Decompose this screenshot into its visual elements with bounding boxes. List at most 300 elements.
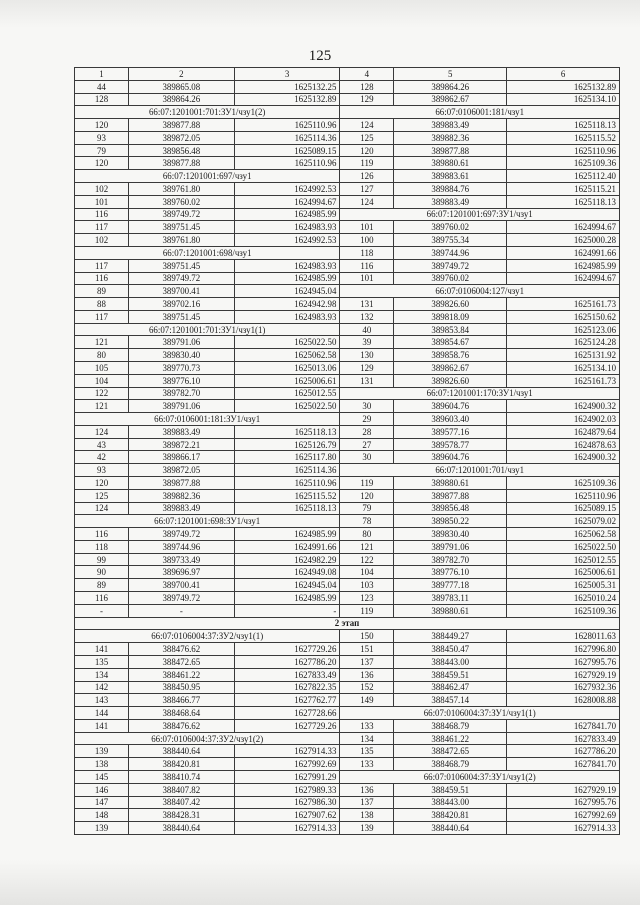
parcel-id-cell: 66:07:0106001:181:ЗУ1/чзу1	[75, 413, 340, 426]
x-coordinate-cell: 389862.67	[394, 361, 507, 374]
column-number-cell: 4	[340, 68, 394, 81]
parcel-id-cell: 66:07:1201001:701:ЗУ1/чзу1(2)	[75, 106, 340, 119]
y-coordinate-cell: 1624991.66	[507, 246, 620, 259]
table-row	[75, 451, 620, 464]
point-number-cell: 79	[75, 144, 129, 157]
x-coordinate-cell: 388468.79	[394, 719, 507, 732]
point-number-cell: 120	[75, 477, 129, 490]
y-coordinate-cell: 1628011.63	[507, 630, 620, 643]
y-coordinate-cell: 1625006.61	[507, 566, 620, 579]
y-coordinate-cell: 1627729.26	[234, 643, 340, 656]
x-coordinate-cell: 389830.40	[128, 349, 234, 362]
y-coordinate-cell: 1624985.99	[234, 272, 340, 285]
point-number-cell: 151	[340, 643, 394, 656]
point-number-cell: 104	[340, 566, 394, 579]
x-coordinate-cell: 389830.40	[394, 528, 507, 541]
point-number-cell: 101	[340, 272, 394, 285]
x-coordinate-cell: 389880.61	[394, 157, 507, 170]
x-coordinate-cell: 388476.62	[128, 643, 234, 656]
y-coordinate-cell: 1625115.21	[507, 183, 620, 196]
point-number-cell: 136	[340, 783, 394, 796]
point-number-cell: 131	[340, 374, 394, 387]
point-number-cell: 144	[75, 707, 129, 720]
x-coordinate-cell: 389882.36	[394, 131, 507, 144]
y-coordinate-cell: 1624992.53	[234, 183, 340, 196]
table-row	[75, 349, 620, 362]
x-coordinate-cell: 388468.79	[394, 758, 507, 771]
x-coordinate-cell: 389776.10	[128, 374, 234, 387]
point-number-cell: 39	[340, 336, 394, 349]
column-number-cell: 5	[394, 68, 507, 81]
x-coordinate-cell: 389883.61	[394, 170, 507, 183]
y-coordinate-cell: 1625110.96	[234, 477, 340, 490]
y-coordinate-cell: -	[234, 604, 340, 617]
table-row	[75, 604, 620, 617]
table-row	[75, 719, 620, 732]
point-number-cell: 137	[340, 796, 394, 809]
point-number-cell: 116	[340, 259, 394, 272]
point-number-cell: 139	[75, 822, 129, 835]
point-number-cell: 124	[75, 502, 129, 515]
x-coordinate-cell: 389883.49	[128, 502, 234, 515]
table-row	[75, 617, 620, 630]
point-number-cell: 117	[75, 221, 129, 234]
x-coordinate-cell: 389782.70	[128, 387, 234, 400]
x-coordinate-cell: -	[128, 604, 234, 617]
x-coordinate-cell: 389696.97	[128, 566, 234, 579]
table-row	[75, 323, 620, 336]
table-row	[75, 770, 620, 783]
x-coordinate-cell: 389872.05	[128, 131, 234, 144]
column-number-cell: 2	[128, 68, 234, 81]
table-row	[75, 822, 620, 835]
x-coordinate-cell: 389856.48	[394, 502, 507, 515]
y-coordinate-cell: 1624983.93	[234, 310, 340, 323]
y-coordinate-cell: 1625109.36	[507, 157, 620, 170]
table-row	[75, 477, 620, 490]
x-coordinate-cell: 389826.60	[394, 374, 507, 387]
y-coordinate-cell: 1625012.55	[507, 553, 620, 566]
y-coordinate-cell: 1627986.30	[234, 796, 340, 809]
table-row	[75, 400, 620, 413]
x-coordinate-cell: 389862.67	[394, 93, 507, 106]
column-number-cell: 1	[75, 68, 129, 81]
table-row	[75, 374, 620, 387]
point-number-cell: 121	[75, 400, 129, 413]
x-coordinate-cell: 389578.77	[394, 438, 507, 451]
y-coordinate-cell: 1625131.92	[507, 349, 620, 362]
y-coordinate-cell: 1625013.06	[234, 361, 340, 374]
point-number-cell: 80	[75, 349, 129, 362]
table-row	[75, 809, 620, 822]
x-coordinate-cell: 389826.60	[394, 298, 507, 311]
point-number-cell: 27	[340, 438, 394, 451]
y-coordinate-cell: 1625123.06	[507, 323, 620, 336]
x-coordinate-cell: 388443.00	[394, 655, 507, 668]
x-coordinate-cell: 389856.48	[128, 144, 234, 157]
x-coordinate-cell: 389884.76	[394, 183, 507, 196]
x-coordinate-cell: 389749.72	[128, 208, 234, 221]
point-number-cell: 118	[340, 246, 394, 259]
x-coordinate-cell: 389872.21	[128, 438, 234, 451]
parcel-id-cell: 66:07:1201001:697/чзу1	[75, 170, 340, 183]
y-coordinate-cell: 1625022.50	[234, 400, 340, 413]
x-coordinate-cell: 389865.08	[128, 80, 234, 93]
table-row	[75, 234, 620, 247]
y-coordinate-cell: 1627989.33	[234, 783, 340, 796]
y-coordinate-cell: 1624879.64	[507, 425, 620, 438]
y-coordinate-cell: 1625134.10	[507, 361, 620, 374]
point-number-cell: 102	[75, 183, 129, 196]
y-coordinate-cell: 1627841.70	[507, 758, 620, 771]
parcel-id-cell: 66:07:0106001:181/чзу1	[340, 106, 620, 119]
y-coordinate-cell: 1624991.66	[234, 540, 340, 553]
point-number-cell: 139	[340, 822, 394, 835]
point-number-cell: 126	[340, 170, 394, 183]
point-number-cell: 88	[75, 298, 129, 311]
point-number-cell: 93	[75, 464, 129, 477]
parcel-id-cell: 66:07:1201001:698/чзу1	[75, 246, 340, 259]
y-coordinate-cell: 1625161.73	[507, 374, 620, 387]
x-coordinate-cell: 389777.18	[394, 579, 507, 592]
table-row	[75, 566, 620, 579]
x-coordinate-cell: 389760.02	[394, 272, 507, 285]
point-number-cell: 143	[75, 694, 129, 707]
y-coordinate-cell: 1625110.96	[507, 489, 620, 502]
x-coordinate-cell: 389854.67	[394, 336, 507, 349]
y-coordinate-cell: 1627914.33	[507, 822, 620, 835]
y-coordinate-cell: 1627728.66	[234, 707, 340, 720]
y-coordinate-cell: 1627914.33	[234, 822, 340, 835]
x-coordinate-cell: 389864.26	[128, 93, 234, 106]
point-number-cell: 125	[75, 489, 129, 502]
table-row	[75, 285, 620, 298]
x-coordinate-cell: 389744.96	[394, 246, 507, 259]
point-number-cell: 133	[340, 719, 394, 732]
point-number-cell: 136	[340, 668, 394, 681]
x-coordinate-cell: 388440.64	[128, 822, 234, 835]
table-row	[75, 540, 620, 553]
point-number-cell: 142	[75, 681, 129, 694]
table-row	[75, 668, 620, 681]
y-coordinate-cell: 1627995.76	[507, 796, 620, 809]
point-number-cell: 127	[340, 183, 394, 196]
x-coordinate-cell: 389883.49	[394, 195, 507, 208]
x-coordinate-cell: 388459.51	[394, 668, 507, 681]
x-coordinate-cell: 388410.74	[128, 770, 234, 783]
point-number-cell: 121	[75, 336, 129, 349]
table-row	[75, 783, 620, 796]
point-number-cell: 128	[75, 93, 129, 106]
parcel-id-cell: 66:07:0106004:37:ЗУ2/чзу1(1)	[75, 630, 340, 643]
point-number-cell: 90	[75, 566, 129, 579]
point-number-cell: 134	[340, 732, 394, 745]
x-coordinate-cell: 389749.72	[128, 592, 234, 605]
y-coordinate-cell: 1627786.20	[507, 745, 620, 758]
point-number-cell: 101	[75, 195, 129, 208]
x-coordinate-cell: 389880.61	[394, 477, 507, 490]
x-coordinate-cell: 389751.45	[128, 310, 234, 323]
y-coordinate-cell: 1627991.29	[234, 770, 340, 783]
point-number-cell: 101	[340, 221, 394, 234]
point-number-cell: 121	[340, 540, 394, 553]
point-number-cell: 130	[340, 349, 394, 362]
table-row	[75, 298, 620, 311]
point-number-cell: 80	[340, 528, 394, 541]
y-coordinate-cell: 1625109.36	[507, 477, 620, 490]
table-row	[75, 413, 620, 426]
point-number-cell: 133	[340, 758, 394, 771]
point-number-cell: 102	[75, 234, 129, 247]
point-number-cell: 137	[340, 655, 394, 668]
y-coordinate-cell: 1627929.19	[507, 668, 620, 681]
y-coordinate-cell: 1624900.32	[507, 451, 620, 464]
x-coordinate-cell: 389577.16	[394, 425, 507, 438]
point-number-cell: 135	[75, 655, 129, 668]
y-coordinate-cell: 1625115.52	[507, 131, 620, 144]
point-number-cell: 29	[340, 413, 394, 426]
x-coordinate-cell: 388428.31	[128, 809, 234, 822]
table-row	[75, 272, 620, 285]
point-number-cell: 149	[340, 694, 394, 707]
point-number-cell: 148	[75, 809, 129, 822]
x-coordinate-cell: 389782.70	[394, 553, 507, 566]
y-coordinate-cell: 1624983.93	[234, 221, 340, 234]
x-coordinate-cell: 389604.76	[394, 451, 507, 464]
x-coordinate-cell: 389776.10	[394, 566, 507, 579]
table-row	[75, 208, 620, 221]
point-number-cell: 129	[340, 361, 394, 374]
x-coordinate-cell: 388440.64	[128, 745, 234, 758]
y-coordinate-cell: 1625022.50	[234, 336, 340, 349]
y-coordinate-cell: 1625132.89	[507, 80, 620, 93]
x-coordinate-cell: 389877.88	[128, 119, 234, 132]
x-coordinate-cell: 389770.73	[128, 361, 234, 374]
y-coordinate-cell: 1627914.33	[234, 745, 340, 758]
y-coordinate-cell: 1625062.58	[234, 349, 340, 362]
table-row	[75, 681, 620, 694]
x-coordinate-cell: 388476.62	[128, 719, 234, 732]
point-number-cell: 125	[340, 131, 394, 144]
point-number-cell: -	[75, 604, 129, 617]
y-coordinate-cell: 1625161.73	[507, 298, 620, 311]
table-row	[75, 119, 620, 132]
point-number-cell: 117	[75, 310, 129, 323]
point-number-cell: 150	[340, 630, 394, 643]
y-coordinate-cell: 1624985.99	[234, 592, 340, 605]
table-row	[75, 707, 620, 720]
table-row	[75, 489, 620, 502]
point-number-cell: 79	[340, 502, 394, 515]
x-coordinate-cell: 388461.22	[128, 668, 234, 681]
table-row	[75, 528, 620, 541]
y-coordinate-cell: 1624949.08	[234, 566, 340, 579]
y-coordinate-cell: 1624902.03	[507, 413, 620, 426]
coordinates-table	[74, 67, 620, 835]
point-number-cell: 124	[340, 195, 394, 208]
point-number-cell: 116	[75, 272, 129, 285]
y-coordinate-cell: 1625150.62	[507, 310, 620, 323]
table-row	[75, 579, 620, 592]
x-coordinate-cell: 388449.27	[394, 630, 507, 643]
point-number-cell: 120	[340, 489, 394, 502]
x-coordinate-cell: 388443.00	[394, 796, 507, 809]
x-coordinate-cell: 389761.80	[128, 183, 234, 196]
table-row	[75, 502, 620, 515]
y-coordinate-cell: 1625132.89	[234, 93, 340, 106]
parcel-id-cell: 66:07:0106004:37:ЗУ2/чзу1(2)	[75, 732, 340, 745]
point-number-cell: 134	[75, 668, 129, 681]
x-coordinate-cell: 388468.64	[128, 707, 234, 720]
y-coordinate-cell: 1625110.96	[234, 157, 340, 170]
y-coordinate-cell: 1624994.67	[234, 195, 340, 208]
x-coordinate-cell: 389877.88	[394, 144, 507, 157]
y-coordinate-cell: 1627729.26	[234, 719, 340, 732]
table-row	[75, 80, 620, 93]
x-coordinate-cell: 389882.36	[128, 489, 234, 502]
column-number-cell: 6	[507, 68, 620, 81]
point-number-cell: 104	[75, 374, 129, 387]
x-coordinate-cell: 389604.76	[394, 400, 507, 413]
y-coordinate-cell: 1625124.28	[507, 336, 620, 349]
y-coordinate-cell: 1627786.20	[234, 655, 340, 668]
parcel-id-cell: 66:07:0106004:127/чзу1	[340, 285, 620, 298]
x-coordinate-cell: 388420.81	[394, 809, 507, 822]
y-coordinate-cell: 1627822.35	[234, 681, 340, 694]
y-coordinate-cell: 1624945.04	[234, 579, 340, 592]
y-coordinate-cell: 1624985.99	[507, 259, 620, 272]
point-number-cell: 116	[75, 592, 129, 605]
x-coordinate-cell: 389877.88	[394, 489, 507, 502]
x-coordinate-cell: 389702.16	[128, 298, 234, 311]
x-coordinate-cell: 389866.17	[128, 451, 234, 464]
y-coordinate-cell: 1627996.80	[507, 643, 620, 656]
x-coordinate-cell: 389880.61	[394, 604, 507, 617]
y-coordinate-cell: 1624878.63	[507, 438, 620, 451]
point-number-cell: 78	[340, 515, 394, 528]
y-coordinate-cell: 1624985.99	[234, 528, 340, 541]
y-coordinate-cell: 1625010.24	[507, 592, 620, 605]
parcel-id-cell: 66:07:1201001:698:ЗУ1/чзу1	[75, 515, 340, 528]
table-row	[75, 438, 620, 451]
x-coordinate-cell: 389700.41	[128, 579, 234, 592]
x-coordinate-cell: 388450.95	[128, 681, 234, 694]
x-coordinate-cell: 388440.64	[394, 822, 507, 835]
y-coordinate-cell: 1628008.88	[507, 694, 620, 707]
x-coordinate-cell: 388462.47	[394, 681, 507, 694]
point-number-cell: 120	[75, 119, 129, 132]
x-coordinate-cell: 389749.72	[128, 528, 234, 541]
y-coordinate-cell: 1627841.70	[507, 719, 620, 732]
y-coordinate-cell: 1625006.61	[234, 374, 340, 387]
x-coordinate-cell: 389883.49	[128, 425, 234, 438]
y-coordinate-cell: 1624985.99	[234, 208, 340, 221]
x-coordinate-cell: 389858.76	[394, 349, 507, 362]
y-coordinate-cell: 1625134.10	[507, 93, 620, 106]
table-row	[75, 336, 620, 349]
y-coordinate-cell: 1627762.77	[234, 694, 340, 707]
point-number-cell: 146	[75, 783, 129, 796]
table-row	[75, 131, 620, 144]
y-coordinate-cell: 1627907.62	[234, 809, 340, 822]
x-coordinate-cell: 388472.65	[394, 745, 507, 758]
point-number-cell: 139	[75, 745, 129, 758]
point-number-cell: 141	[75, 643, 129, 656]
y-coordinate-cell: 1625012.55	[234, 387, 340, 400]
x-coordinate-cell: 389700.41	[128, 285, 234, 298]
point-number-cell: 89	[75, 579, 129, 592]
table-row	[75, 387, 620, 400]
y-coordinate-cell: 1627929.19	[507, 783, 620, 796]
point-number-cell: 105	[75, 361, 129, 374]
y-coordinate-cell: 1625062.58	[507, 528, 620, 541]
x-coordinate-cell: 389760.02	[128, 195, 234, 208]
x-coordinate-cell: 389791.06	[128, 400, 234, 413]
parcel-id-cell: 66:07:1201001:697:ЗУ1/чзу1	[340, 208, 620, 221]
column-number-cell: 3	[234, 68, 340, 81]
x-coordinate-cell: 388450.47	[394, 643, 507, 656]
table-row	[75, 106, 620, 119]
point-number-cell: 128	[340, 80, 394, 93]
point-number-cell: 119	[340, 604, 394, 617]
y-coordinate-cell: 1625114.36	[234, 131, 340, 144]
point-number-cell: 124	[340, 119, 394, 132]
stage-heading-cell: 2 этап	[75, 617, 620, 630]
point-number-cell: 116	[75, 208, 129, 221]
y-coordinate-cell: 1627833.49	[234, 668, 340, 681]
table-row	[75, 630, 620, 643]
x-coordinate-cell: 389853.84	[394, 323, 507, 336]
table-row	[75, 310, 620, 323]
y-coordinate-cell: 1624994.67	[507, 221, 620, 234]
point-number-cell: 93	[75, 131, 129, 144]
point-number-cell: 119	[340, 477, 394, 490]
point-number-cell: 122	[340, 553, 394, 566]
y-coordinate-cell: 1625118.13	[507, 195, 620, 208]
point-number-cell: 141	[75, 719, 129, 732]
point-number-cell: 100	[340, 234, 394, 247]
table-row	[75, 259, 620, 272]
x-coordinate-cell: 388459.51	[394, 783, 507, 796]
y-coordinate-cell: 1624900.32	[507, 400, 620, 413]
point-number-cell: 123	[340, 592, 394, 605]
y-coordinate-cell: 1624942.98	[234, 298, 340, 311]
y-coordinate-cell: 1627995.76	[507, 655, 620, 668]
point-number-cell: 122	[75, 387, 129, 400]
x-coordinate-cell: 389749.72	[394, 259, 507, 272]
x-coordinate-cell: 389751.45	[128, 259, 234, 272]
x-coordinate-cell: 388407.82	[128, 783, 234, 796]
table-body	[75, 68, 620, 835]
y-coordinate-cell: 1625112.40	[507, 170, 620, 183]
y-coordinate-cell: 1624945.04	[234, 285, 340, 298]
point-number-cell: 116	[75, 528, 129, 541]
y-coordinate-cell: 1625079.02	[507, 515, 620, 528]
point-number-cell: 147	[75, 796, 129, 809]
x-coordinate-cell: 389733.49	[128, 553, 234, 566]
x-coordinate-cell: 389850.22	[394, 515, 507, 528]
point-number-cell: 42	[75, 451, 129, 464]
table-row	[75, 183, 620, 196]
x-coordinate-cell: 389791.06	[128, 336, 234, 349]
point-number-cell: 40	[340, 323, 394, 336]
point-number-cell: 103	[340, 579, 394, 592]
parcel-id-cell: 66:07:1201001:701:ЗУ1/чзу1(1)	[75, 323, 340, 336]
table-row	[75, 464, 620, 477]
x-coordinate-cell: 388407.42	[128, 796, 234, 809]
parcel-id-cell: 66:07:0106004:37:ЗУ1/чзу1(1)	[340, 707, 620, 720]
y-coordinate-cell: 1625126.79	[234, 438, 340, 451]
